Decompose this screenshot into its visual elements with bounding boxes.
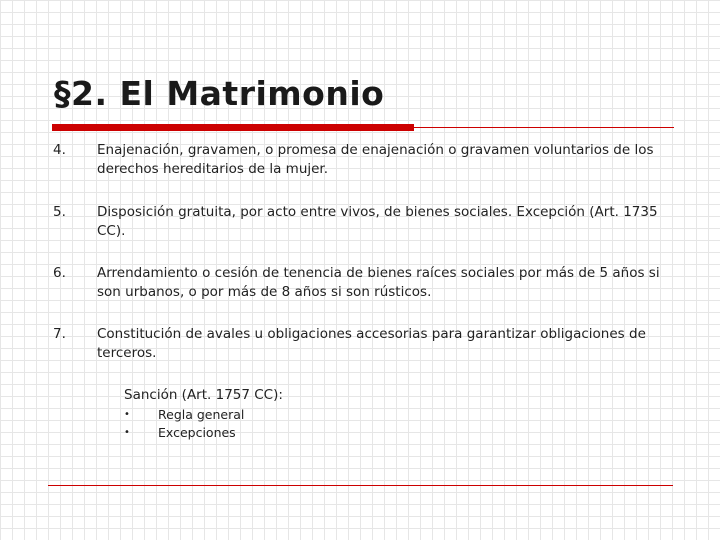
list-item-number: 7. (53, 326, 66, 342)
bullet-icon: • (124, 427, 130, 438)
list-item-text: Disposición gratuita, por acto entre vivos, de bienes sociales. Excepción (Art. 1735 CC). (97, 204, 658, 239)
sancion-label: Sanción (Art. 1757 CC): (124, 387, 283, 403)
footer-rule (48, 485, 673, 486)
sublist-item-text: Regla general (158, 407, 245, 422)
bullet-icon: • (124, 409, 130, 420)
list-item-text: Arrendamiento o cesión de tenencia de bienes raíces sociales por más de 5 años si son urbanos, o por más de 8 años si son rústicos. (97, 265, 660, 300)
list-item-text: Constitución de avales u obligaciones accesorias para garantizar obligaciones de terceros. (97, 326, 646, 361)
list-item-number: 6. (53, 265, 66, 281)
title-underline-rule (52, 127, 674, 128)
sublist-item-text: Excepciones (158, 425, 236, 440)
list-item-number: 5. (53, 204, 66, 220)
list-item-number: 4. (53, 142, 66, 158)
slide-title: §2. El Matrimonio (54, 74, 385, 113)
list-item-text: Enajenación, gravamen, o promesa de enajenación o gravamen voluntarios de los derechos hereditarios de la mujer. (97, 142, 654, 177)
